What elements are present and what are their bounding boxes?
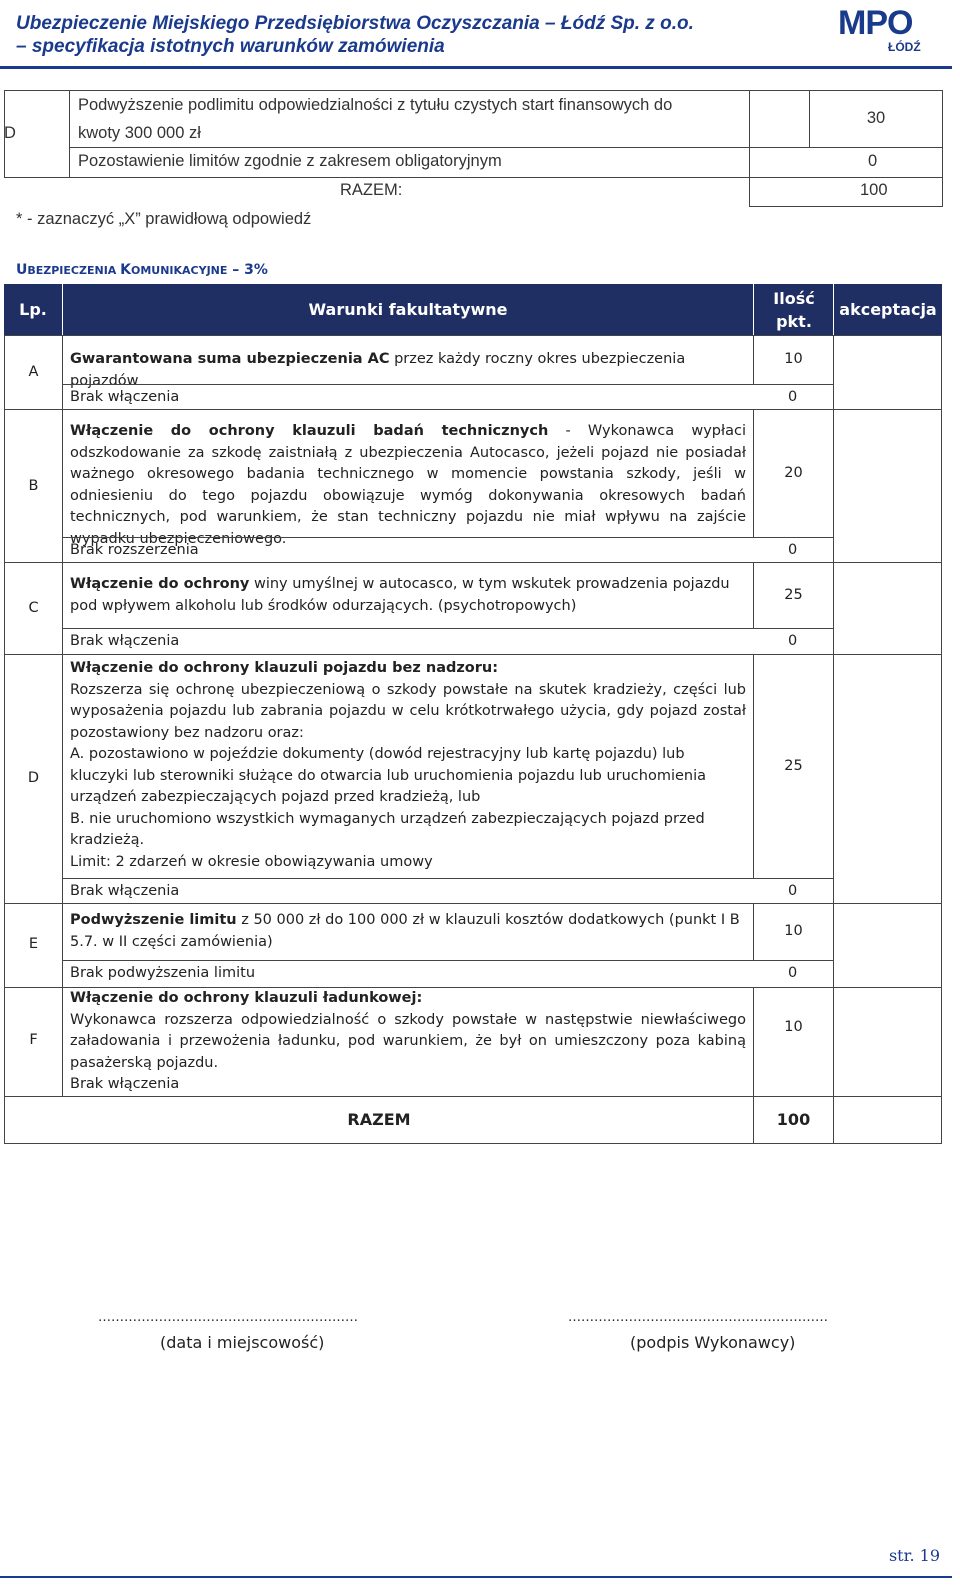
selection-note: * - zaznaczyć „X” prawidłową odpowiedź [16, 210, 312, 228]
table1-row1-text-b: kwoty 300 000 zł [78, 124, 201, 142]
row-e-main-rest: z 50 000 zł do 100 000 zł w klauzuli kosztów dodatkowych (punkt I B 5.7. w II części zamówienia) [70, 912, 740, 950]
table1-total-pts-cell [749, 177, 943, 207]
row-a-lp: A [28, 364, 39, 380]
row-c-alt-text: Brak włączenia [70, 633, 180, 649]
signature-label-left: (data i miejscowość) [160, 1333, 325, 1352]
table2-header-accept: akceptacja [839, 300, 937, 319]
signature-label-right: (podpis Wykonawcy) [630, 1333, 796, 1352]
row-c-main-rest: winy umyślnej w autocasco, w tym wskutek prowadzenia pojazdu pod wpływem alkoholu lub środków odurzających. (psychotropowych) [70, 576, 730, 614]
row-a-main-rest: przez każdy roczny okres ubezpieczenia pojazdów [70, 351, 686, 389]
row-b-lp: B [28, 478, 39, 494]
table1-total-label: RAZEM: [340, 181, 403, 199]
row-a-accept-cell [833, 335, 942, 410]
header-title-line2: – specyfikacja istotnych warunków zamówienia [16, 36, 445, 57]
row-c-alt-points: 0 [788, 633, 798, 649]
section-title [16, 262, 268, 278]
row-b-main-bold: Włączenie do ochrony klauzuli badań technicznych [70, 423, 549, 439]
signature-line-left: …………………………………………………… [98, 1310, 358, 1325]
row-f-accept-cell [833, 987, 942, 1097]
table1-total-points: 100 [860, 181, 888, 199]
table1-row1-text-a: Podwyższenie podlimitu odpowiedzialności z tytułu czystych start finansowych do [78, 96, 673, 114]
row-e-points: 10 [784, 923, 803, 939]
row-e-main-bold: Podwyższenie limitu [70, 912, 237, 928]
table2-header-points-a: Ilość [773, 289, 815, 308]
row-d-main-bold: Włączenie do ochrony klauzuli pojazdu bez nadzoru: [70, 660, 499, 676]
row-b-main-rest: - Wykonawca wypłaci odszkodowanie za szkodę zaistniałą z ubezpieczenia Autocasco, jeżeli pojazd nie posiadał ważnego okresowego badania technicznego w momencie powstania szkody, jeśli w odniesieniu do tego pojazdu obowiązuje wymóg dokonywania okresowych badań technicznych, pod warunkiem, że stan techniczny pojazdu nie miał wpływu na zajście wypadku ubezpieczeniowego. [70, 423, 746, 547]
company-logo [838, 4, 938, 60]
row-f-main-text [70, 988, 746, 1096]
row-e-alt-text: Brak podwyższenia limitu [70, 965, 256, 981]
row-b-main-text [70, 421, 746, 550]
section-title-cap2: K [120, 262, 131, 278]
header-title-line1: Ubezpieczenie Miejskiego Przedsiębiorstwa Oczyszczania – Łódź Sp. z o.o. [16, 13, 694, 34]
table1-row2-pts-cell [749, 147, 943, 178]
row-b-alt-points: 0 [788, 542, 798, 558]
table2-total-accept-cell [833, 1096, 942, 1144]
row-c-main-bold: Włączenie do ochrony [70, 576, 250, 592]
table2-total-points: 100 [776, 1110, 811, 1129]
row-f-alt-text: Brak włączenia [70, 1076, 180, 1092]
row-e-main-text [70, 910, 746, 953]
row-d-main-text [70, 658, 746, 873]
header-rule [0, 66, 952, 69]
row-c-points: 25 [784, 587, 803, 603]
row-e-accept-cell [833, 903, 942, 988]
row-f-points: 10 [784, 1019, 803, 1035]
row-f-pts-cell [753, 987, 834, 1097]
row-f-main-bold: Włączenie do ochrony klauzuli ładunkowej: [70, 990, 423, 1006]
table1-lp: D [4, 124, 16, 142]
row-e-alt-points: 0 [788, 965, 798, 981]
row-e-lp: E [28, 936, 39, 952]
table2-header-lp: Lp. [19, 300, 47, 319]
page-number: str. 19 [888, 1546, 940, 1565]
row-f-para1: Wykonawca rozszerza odpowiedzialność o szkody powstałe w następstwie niewłaściwego załadowania i przewożenia ładunku, pod warunkiem, że był on umieszczony poza kabiną pasażerską pojazdu. [70, 1011, 746, 1071]
footer-rule [0, 1576, 952, 1578]
logo-text: MPO [838, 4, 913, 42]
row-f-lp: F [29, 1032, 38, 1048]
row-d-alt-text: Brak włączenia [70, 883, 180, 899]
logo-subtext: ŁÓDŹ [888, 40, 921, 54]
section-title-cap1: U [16, 262, 28, 278]
row-a-alt-text: Brak włączenia [70, 389, 180, 405]
table1-row2-text: Pozostawienie limitów zgodnie z zakresem obligatoryjnym [78, 152, 502, 170]
table1-row1-points: 30 [866, 109, 886, 127]
section-title-rest1: BEZPIECZENIA [27, 264, 121, 277]
row-d-points: 25 [784, 758, 803, 774]
row-a-main-bold: Gwarantowana suma ubezpieczenia AC [70, 351, 390, 367]
table1-row1-blank [749, 90, 810, 148]
row-c-accept-cell [833, 562, 942, 655]
document-header [0, 0, 960, 72]
table2-header-points-b: pkt. [776, 312, 812, 331]
table2-total-label: RAZEM [347, 1110, 411, 1129]
row-d-para2: A. pozostawiono w pojeździe dokumenty (dowód rejestracyjny lub kartę pojazdu) lub kluczyki lub sterowniki służące do otwarcia lub uruchomienia pojazdu lub uruchomienia urządzeń zabezpieczających pojazd przed kradzieżą, lub [70, 746, 707, 805]
row-a-points: 10 [784, 351, 803, 367]
row-d-alt-points: 0 [788, 883, 798, 899]
row-d-para4: Limit: 2 zdarzeń w okresie obowiązywania umowy [70, 853, 433, 870]
table2-header-conditions: Warunki fakultatywne [308, 300, 508, 319]
signature-line-right: …………………………………………………… [568, 1310, 828, 1325]
row-d-lp: D [27, 770, 40, 786]
table1-row2-points: 0 [868, 152, 878, 170]
row-d-para3: B. nie uruchomiono wszystkich wymaganych urządzeń zabezpieczających pojazd przed kradzieżą. [70, 810, 705, 848]
row-c-main-text [70, 574, 746, 617]
row-b-alt-text: Brak rozszerzenia [70, 542, 199, 558]
row-a-alt-points: 0 [788, 389, 798, 405]
section-title-pct: – 3% [227, 262, 268, 278]
row-d-accept-cell [833, 654, 942, 904]
row-b-accept-cell [833, 409, 942, 563]
row-d-para1: Rozszerza się ochronę ubezpieczeniową o szkody powstałe na skutek kradzieży, części lub wyposażenia pojazdu lub zabrania pojazdu w celu krótkotrwałego użycia, gdy pojazd został pozostawiony bez nadzoru oraz: [70, 681, 746, 741]
row-b-points: 20 [784, 465, 803, 481]
row-c-lp: C [28, 600, 39, 616]
section-title-rest2: OMUNIKACYJNE [130, 264, 228, 277]
